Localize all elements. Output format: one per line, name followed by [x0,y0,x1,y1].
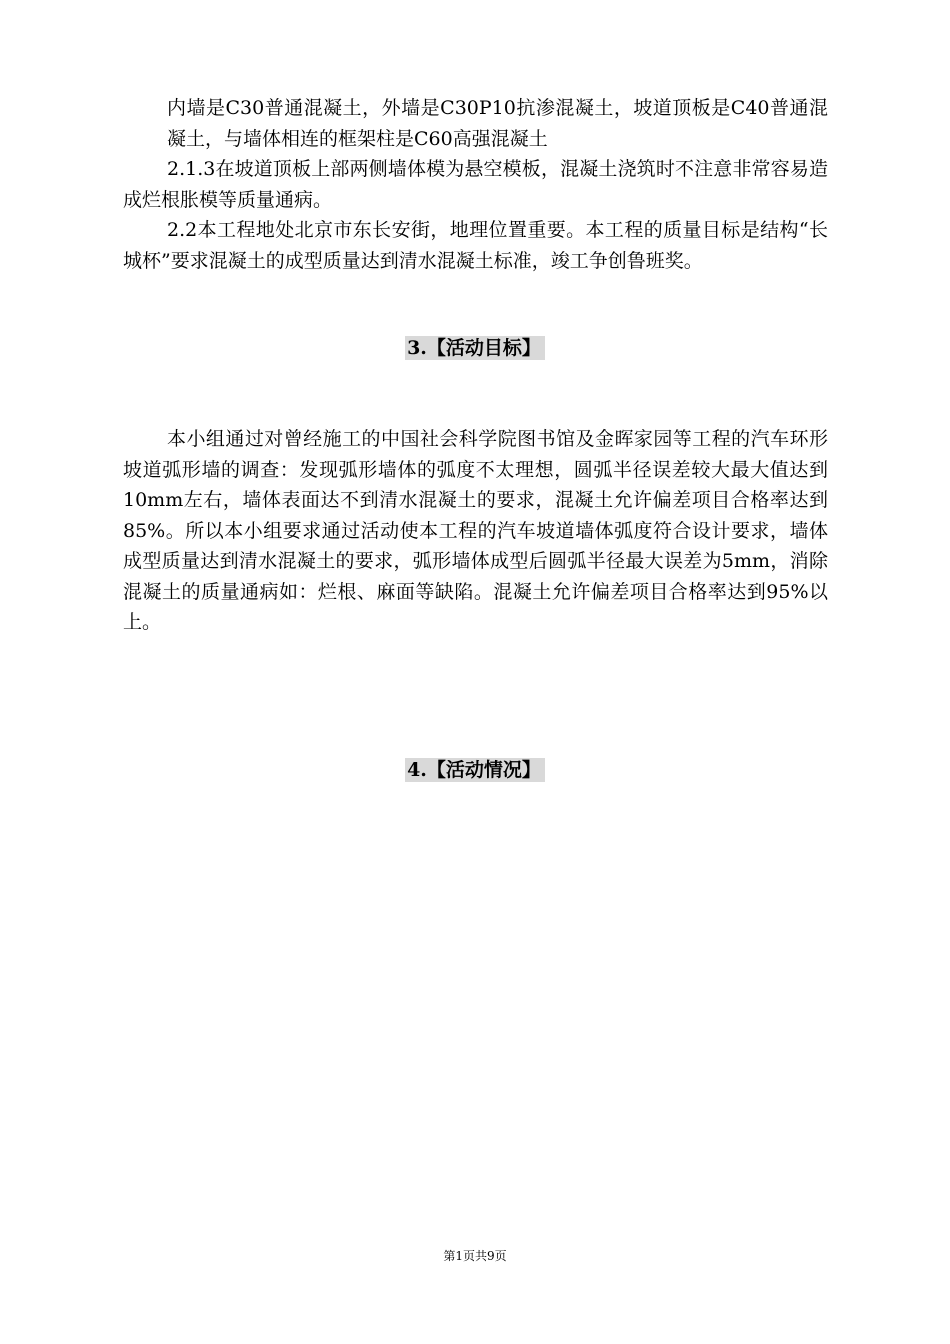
section-heading-activity-goal [0,336,950,360]
heading-activity-status-text: 4.【活动情况】 [405,758,545,782]
paragraph-concrete-grades: 内墙是C30普通混凝土，外墙是C30P10抗渗混凝土，坡道顶板是C40普通混凝土，与墙体相连的框架柱是C60高强混凝土 [167,97,828,150]
paragraph-suspended-formwork: 2.1.3在坡道顶板上部两侧墙体模为悬空模板，混凝土浇筑时不注意非常容易造成烂根胀模等质量通病。 [123,158,828,211]
paragraph-survey-findings: 本小组通过对曾经施工的中国社会科学院图书馆及金晖家园等工程的汽车环形坡道弧形墙的调查：发现弧形墙体的弧度不太理想，圆弧半径误差较大最大值达到10mm左右，墙体表面达不到清水混凝土的要求，混凝土允许偏差项目合格率达到85%。所以本小组要求通过活动使本工程的汽车坡道墙体弧度符合设计要求，墙体成型质量达到清水混凝土的要求，弧形墙体成型后圆弧半径最大误差为5mm，消除混凝土的质量通病如：烂根、麻面等缺陷。混凝土允许偏差项目合格率达到95%以上。 [123,428,828,633]
section-heading-activity-status [0,758,950,782]
paragraph-quality-target: 2.2本工程地处北京市东长安街，地理位置重要。本工程的质量目标是结构“长城杯”要求混凝土的成型质量达到清水混凝土标准，竣工争创鲁班奖。 [123,219,828,272]
page-number-footer: 第1页共9页 [443,1249,507,1263]
heading-activity-goal-text: 3.【活动目标】 [405,336,545,360]
